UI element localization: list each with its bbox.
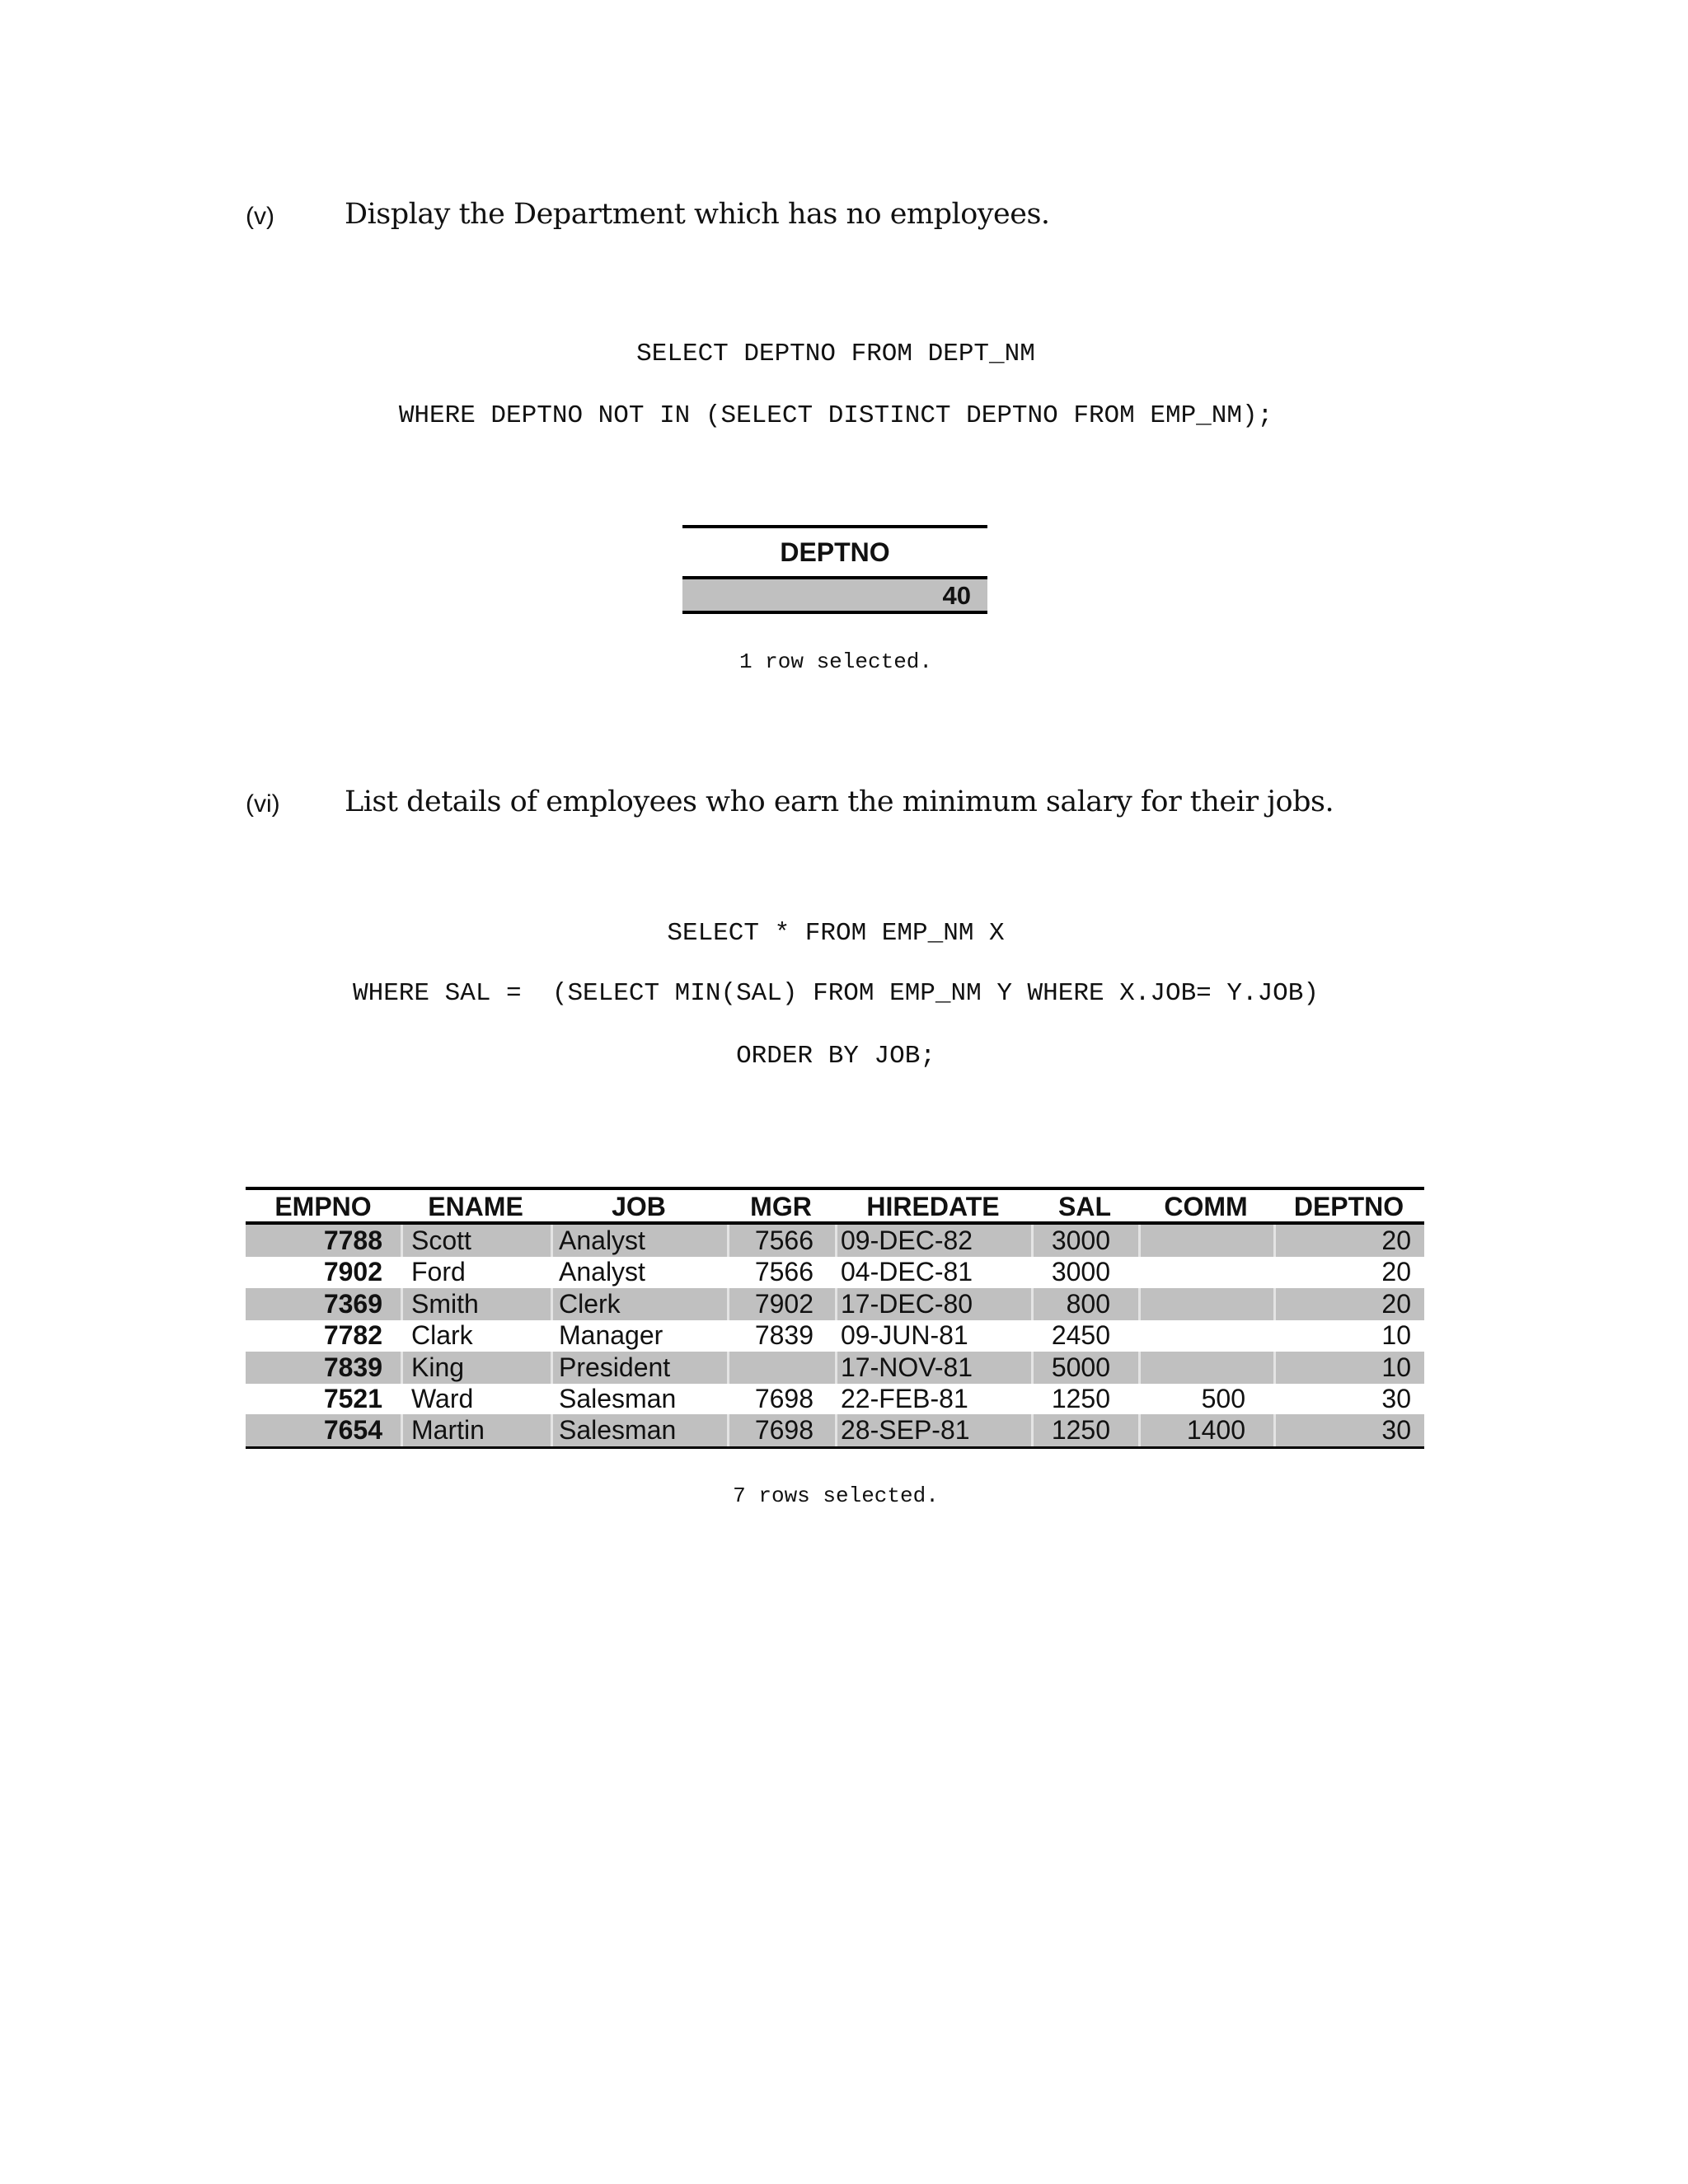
cell-comm — [1138, 1288, 1273, 1320]
cell-deptno: 30 — [1381, 1383, 1411, 1413]
table-row — [246, 1225, 1424, 1256]
cell-ename: King — [401, 1352, 551, 1384]
sql-line: ORDER BY JOB; — [736, 1042, 935, 1071]
cell-deptno: 30 — [1273, 1414, 1424, 1446]
cell-job: Clerk — [551, 1288, 727, 1320]
cell-sal: 1250 — [1031, 1414, 1138, 1446]
cell-mgr: 7566 — [727, 1225, 835, 1257]
cell-ename: Ward — [411, 1383, 474, 1413]
cell-sal: 2450 — [1051, 1320, 1110, 1351]
cell-ename: Clark — [411, 1320, 473, 1351]
cell-deptno: 10 — [1381, 1320, 1411, 1351]
cell-empno: 7788 — [246, 1225, 401, 1257]
question-label-vi: (vi) — [246, 790, 280, 818]
cell-sal: 800 — [1031, 1288, 1138, 1320]
table-row: 40 — [682, 579, 987, 614]
cell-hiredate: 04-DEC-81 — [841, 1257, 973, 1287]
cell-ename: Scott — [401, 1225, 551, 1257]
cell-hiredate: 09-DEC-82 — [835, 1225, 1031, 1257]
cell-empno: 7902 — [323, 1257, 382, 1287]
cell-hiredate: 22-FEB-81 — [841, 1383, 968, 1413]
cell-empno: 7654 — [246, 1414, 401, 1446]
cell-deptno: 20 — [1381, 1257, 1411, 1287]
table-body — [246, 1225, 1424, 1446]
table-row — [246, 1288, 1424, 1319]
cell-comm: 1400 — [1138, 1414, 1273, 1446]
cell-empno: 7839 — [246, 1352, 401, 1384]
cell-mgr: 7698 — [754, 1383, 814, 1413]
column-header-deptno: DEPTNO — [1293, 1192, 1404, 1221]
column-header-job: JOB — [612, 1192, 666, 1221]
cell-sal: 1250 — [1051, 1383, 1110, 1413]
deptno-result-table — [682, 525, 987, 614]
table-row — [246, 1319, 1424, 1351]
cell-mgr: 7698 — [727, 1414, 835, 1446]
cell-sal: 3000 — [1031, 1225, 1138, 1257]
question-label-v: (v) — [246, 203, 274, 230]
cell-empno: 7369 — [246, 1288, 401, 1320]
column-header-hiredate: HIREDATE — [866, 1192, 1000, 1221]
result-note: 7 rows selected. — [733, 1483, 939, 1508]
column-header-sal: SAL — [1058, 1192, 1111, 1221]
cell-mgr: 7902 — [727, 1288, 835, 1320]
result-note: 1 row selected. — [738, 649, 933, 674]
cell-hiredate: 17-NOV-81 — [835, 1352, 1031, 1384]
cell-comm — [1138, 1319, 1273, 1352]
question-text-v: Display the Department which has no employees. — [345, 198, 1050, 231]
sql-line: SELECT * FROM EMP_NM X — [667, 919, 1005, 948]
cell-mgr: 7566 — [754, 1257, 814, 1287]
table-header — [246, 1187, 1424, 1225]
cell-empno: 7521 — [323, 1383, 382, 1413]
cell-empno: 7782 — [323, 1320, 382, 1351]
cell-ename: Smith — [401, 1288, 551, 1320]
column-header: DEPTNO — [682, 525, 987, 579]
column-header-comm: COMM — [1164, 1192, 1248, 1221]
question-text-vi: List details of employees who earn the minimum salary for their jobs. — [345, 785, 1334, 818]
cell-deptno: 20 — [1273, 1225, 1424, 1257]
cell-sal: 3000 — [1051, 1257, 1110, 1287]
cell-job: Salesman — [551, 1414, 727, 1446]
cell-job: Analyst — [551, 1225, 727, 1257]
cell-ename: Ford — [411, 1257, 466, 1287]
cell-job: Salesman — [559, 1383, 677, 1413]
table-row — [246, 1383, 1424, 1414]
cell-comm — [1138, 1256, 1273, 1288]
cell-ename: Martin — [401, 1414, 551, 1446]
table-row — [246, 1352, 1424, 1383]
cell-job: Analyst — [559, 1257, 645, 1287]
cell-comm — [1138, 1225, 1273, 1257]
table-row — [246, 1414, 1424, 1446]
cell-mgr: 7839 — [754, 1320, 814, 1351]
cell-deptno: 10 — [1273, 1352, 1424, 1384]
sql-line: SELECT DEPTNO FROM DEPT_NM — [636, 340, 1035, 368]
table-row — [246, 1256, 1424, 1287]
cell-job: President — [551, 1352, 727, 1384]
cell-comm — [1138, 1352, 1273, 1384]
cell-comm: 500 — [1201, 1383, 1245, 1413]
cell-deptno: 20 — [1273, 1288, 1424, 1320]
column-header-empno: EMPNO — [274, 1192, 372, 1221]
employee-result-table — [246, 1187, 1424, 1449]
cell-job: Manager — [559, 1320, 663, 1351]
cell-mgr — [727, 1352, 835, 1384]
column-header-mgr: MGR — [750, 1192, 812, 1221]
cell-hiredate: 28-SEP-81 — [835, 1414, 1031, 1446]
cell-hiredate: 09-JUN-81 — [841, 1320, 968, 1351]
sql-line: WHERE DEPTNO NOT IN (SELECT DISTINCT DEPTNO FROM EMP_NM); — [398, 401, 1273, 430]
cell-hiredate: 17-DEC-80 — [835, 1288, 1031, 1320]
sql-line: WHERE SAL = (SELECT MIN(SAL) FROM EMP_NM Y WHERE X.JOB= Y.JOB) — [353, 979, 1319, 1008]
column-header-ename: ENAME — [428, 1192, 523, 1221]
cell-sal: 5000 — [1031, 1352, 1138, 1384]
